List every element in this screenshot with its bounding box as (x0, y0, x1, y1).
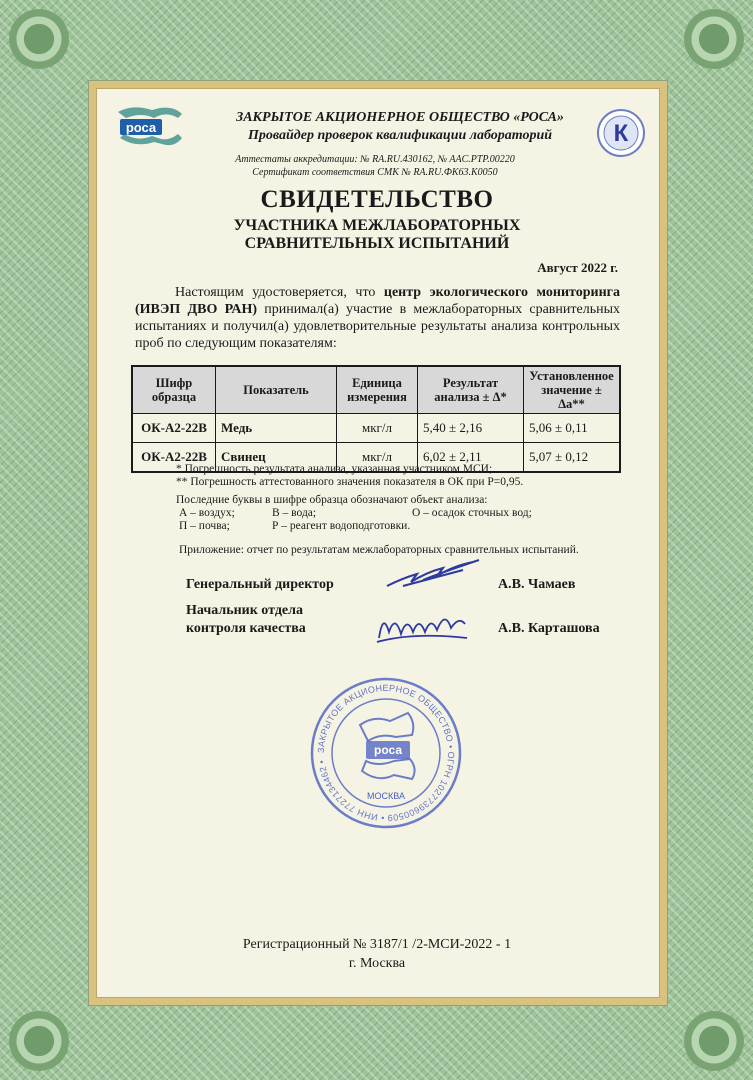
legend-item: В – вода; (272, 507, 317, 519)
cell-result: 6,02 ± 2,11 (418, 443, 524, 473)
director-title: Генеральный директор (186, 577, 334, 592)
col-header-code: Шифр образца (132, 366, 216, 414)
cell-indicator: Свинец (216, 443, 337, 473)
org-role: Провайдер проверок квалификации лабораторий (247, 128, 553, 143)
attachment-note: Приложение: отчет по результатам межлабораторных сравнительных испытаний. (179, 544, 579, 556)
qc-name: А.В. Карташова (498, 621, 600, 636)
director-signature (383, 556, 483, 592)
legend-item: А – воздух; (179, 507, 235, 519)
legend-item: О – осадок сточных вод; (412, 507, 532, 519)
document-subtitle-line2: СРАВНИТЕЛЬНЫХ ИСПЫТАНИЙ (244, 235, 510, 252)
cell-unit: мкг/л (337, 443, 418, 473)
table-header-row (132, 366, 620, 414)
table-row (132, 414, 620, 443)
stamp-city: МОСКВА (367, 791, 405, 801)
results-table (131, 365, 621, 473)
quality-mark-icon (596, 108, 646, 158)
sms-certificate-line: Сертификат соответствия СМК № RA.RU.ФК63.К0050 (252, 167, 498, 178)
participant-name: центр экологического мониторинга (ИВЭП ДВО РАН) (135, 285, 621, 317)
corner-ornament (4, 4, 74, 74)
qc-title-line1: Начальник отдела (186, 603, 303, 618)
col-header-reference: Установленное значение ± Δа** (524, 366, 621, 414)
stamp-ring-text: ЗАКРЫТОЕ АКЦИОНЕРНОЕ ОБЩЕСТВО • ОГРН 1027739600509 • ИНН 7727134462 • (315, 682, 457, 824)
qc-title-line2: контроля качества (186, 621, 306, 636)
corner-ornament (679, 1006, 749, 1076)
cell-reference: 5,07 ± 0,12 (524, 443, 621, 473)
corner-ornament (679, 4, 749, 74)
logo-text: роса (125, 120, 157, 135)
svg-text:К: К (613, 120, 629, 147)
cell-code: ОК-А2-22В (132, 414, 216, 443)
registration-number: Регистрационный № 3187/1 /2-МСИ-2022 - 1 (242, 937, 512, 952)
document-title: СВИДЕТЕЛЬСТВО (260, 186, 494, 213)
cell-indicator: Медь (216, 414, 337, 443)
cell-reference: 5,06 ± 0,11 (524, 414, 621, 443)
cell-result: 5,40 ± 2,16 (418, 414, 524, 443)
document-subtitle-line1: УЧАСТНИКА МЕЖЛАБОРАТОРНЫХ (233, 217, 521, 234)
footnote-result-error: * Погрешность результата анализа, указанная участником МСИ; (176, 463, 493, 475)
rosa-logo (112, 104, 186, 152)
legend-item: П – почва; (179, 520, 230, 532)
legend-item: Р – реагент водоподготовки. (272, 520, 411, 532)
stamp-logo-text: роса (374, 743, 402, 757)
col-header-unit: Единица измерения (337, 366, 418, 414)
cell-unit: мкг/л (337, 414, 418, 443)
certificate-body (135, 284, 620, 352)
director-name: А.В. Чамаев (498, 577, 576, 592)
issue-date: Август 2022 г. (537, 260, 618, 275)
col-header-result: Результат анализа ± Δ* (418, 366, 524, 414)
col-header-indicator: Показатель (216, 366, 337, 414)
accreditation-line: Аттестаты аккредитации: № RA.RU.430162, № AAC.PTP.00220 (235, 154, 515, 165)
issue-city: г. Москва (348, 956, 406, 971)
legend-title: Последние буквы в шифре образца обозначают объект анализа: (176, 494, 488, 506)
corner-ornament (4, 1006, 74, 1076)
qc-signature (373, 602, 473, 650)
org-name: ЗАКРЫТОЕ АКЦИОНЕРНОЕ ОБЩЕСТВО «РОСА» (236, 110, 564, 125)
cell-code: ОК-А2-22В (132, 443, 216, 473)
footnote-reference-error: ** Погрешность аттестованного значения показателя в ОК при Р=0,95. (176, 476, 524, 488)
body-rest: принимал(а) участие в межлабораторных сравнительных испытаниях и получил(а) удовлетворительные результаты анализа контрольных проб по следующим показателям: (135, 302, 621, 351)
body-intro: Настоящим удостоверяется, что (175, 285, 384, 300)
company-stamp (308, 675, 464, 831)
